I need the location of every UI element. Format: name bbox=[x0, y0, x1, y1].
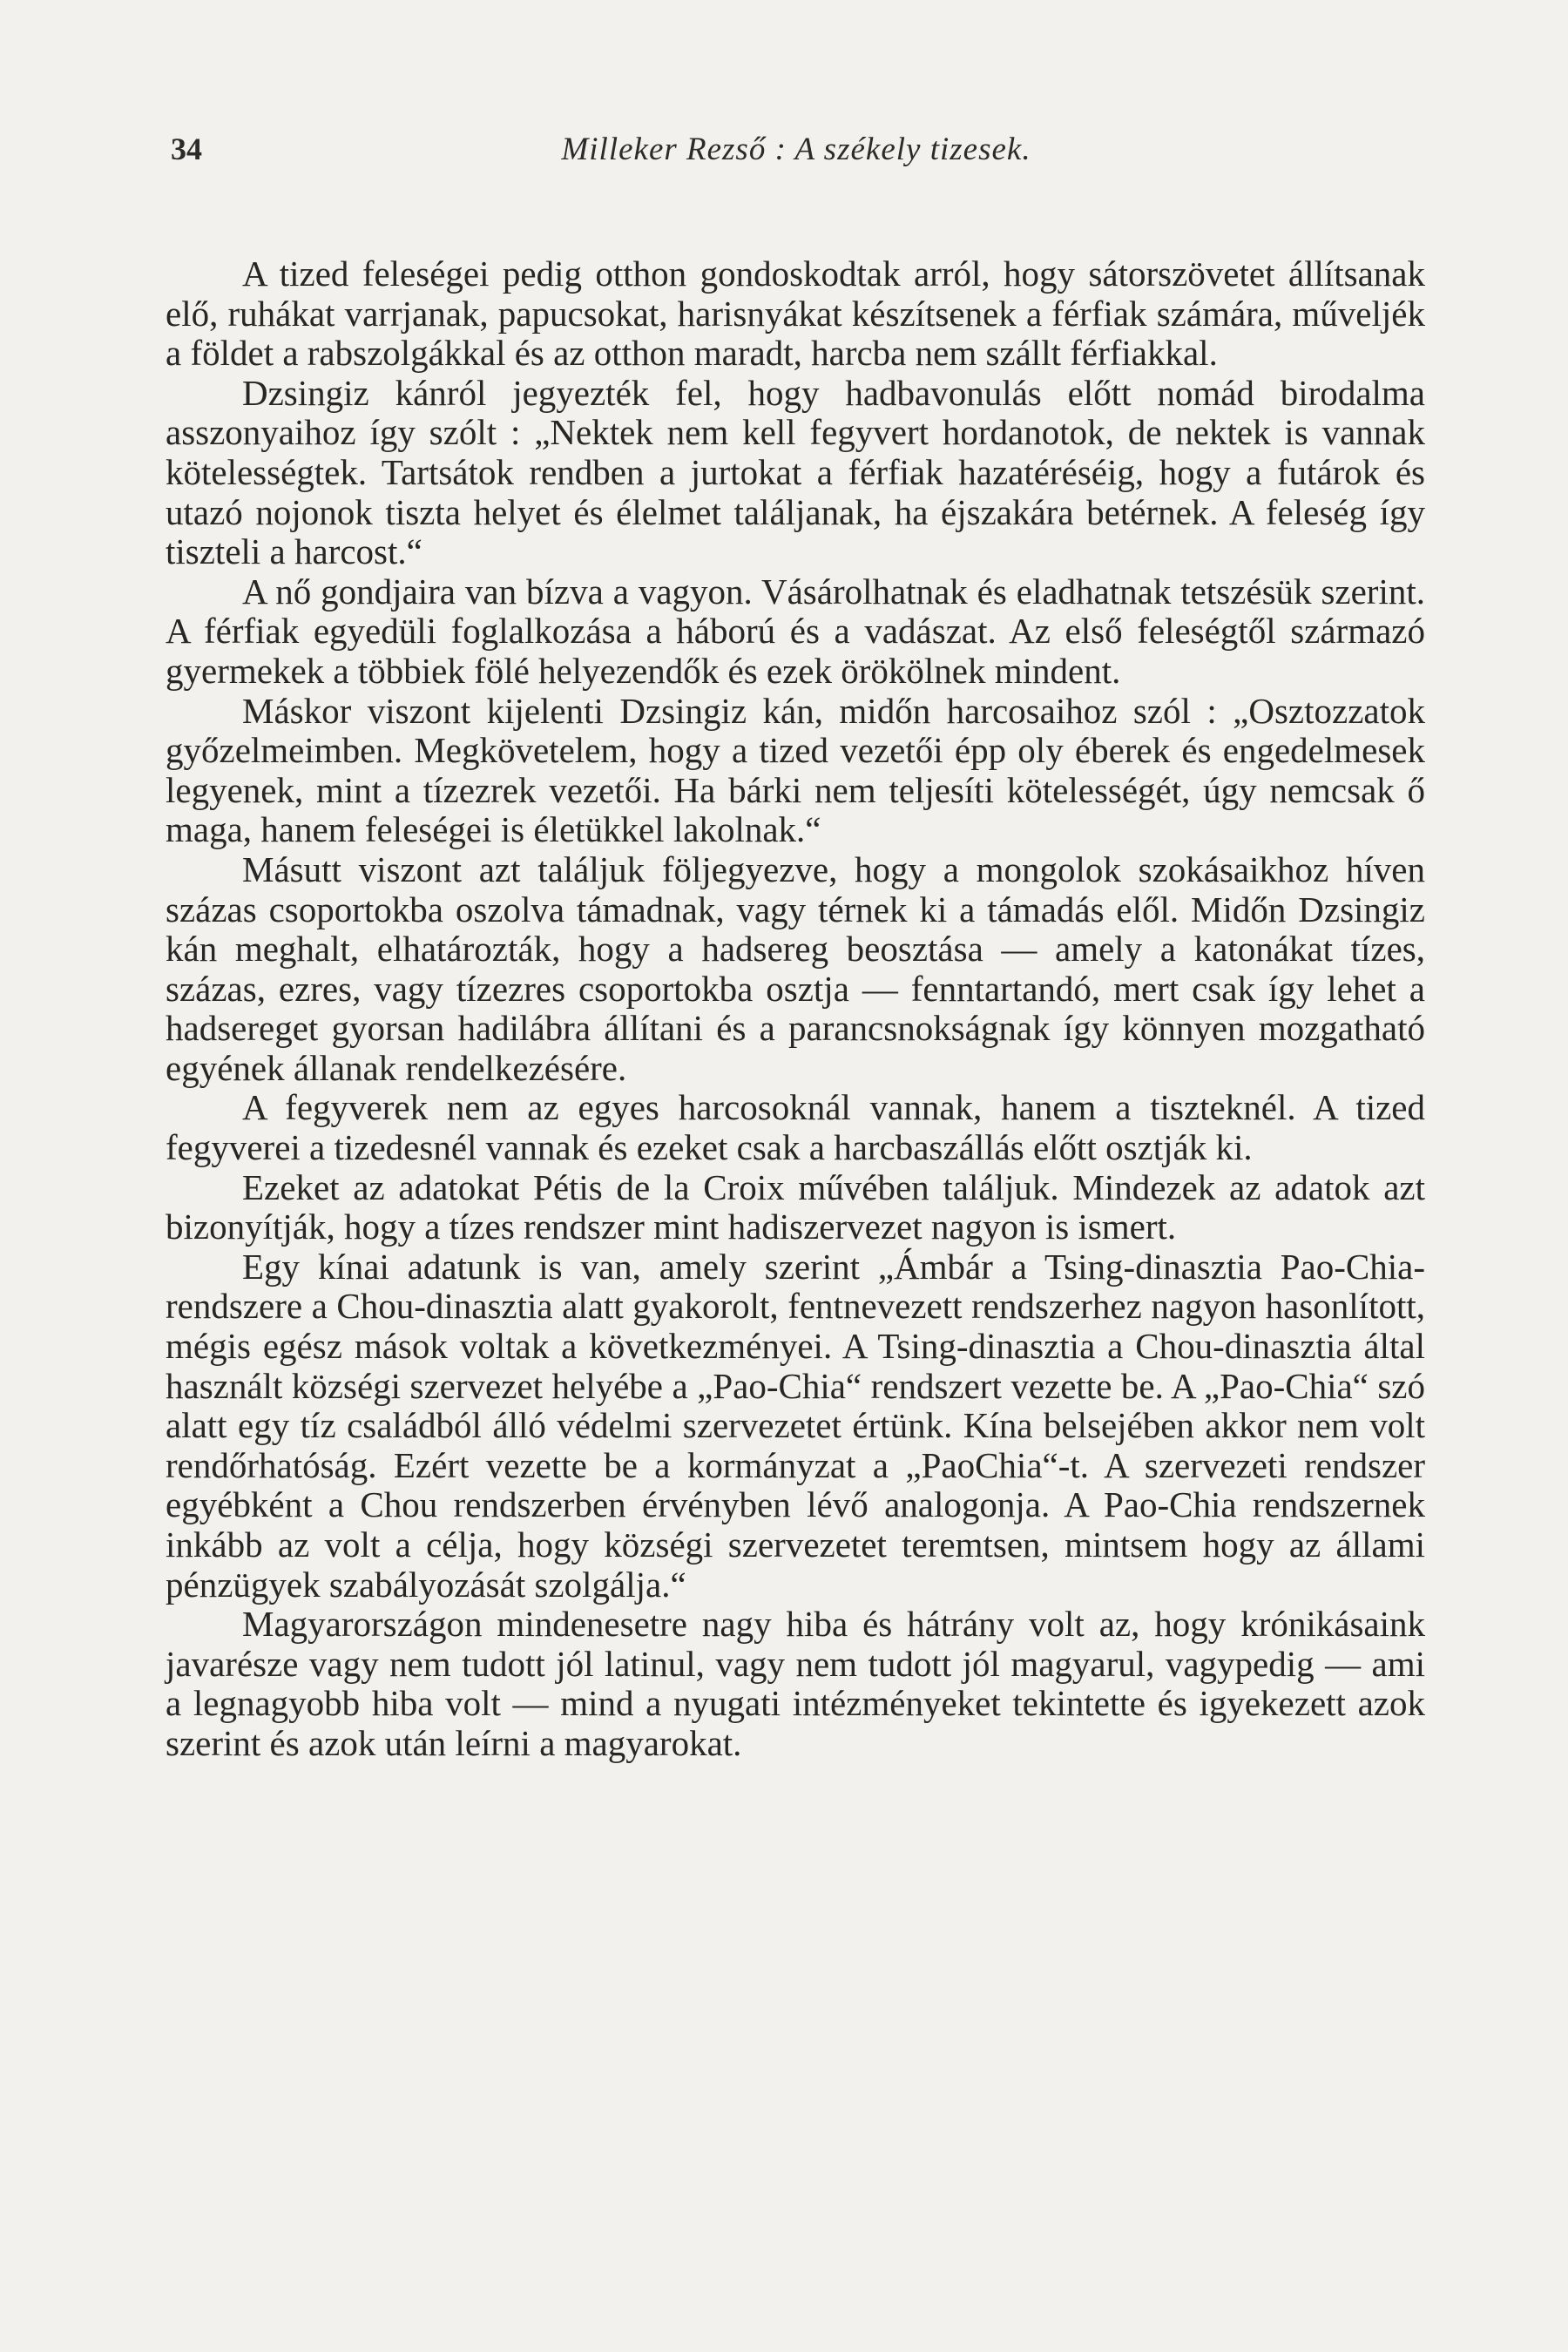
paragraph: Egy kínai adatunk is van, amely szerint „Ámbár a Tsing-dinasztia Pao-Chia-rendszere a Chou-dinasztia alatt gyakorolt, fentnevezett rendszerhez nagyon hasonlított, mégis egész mások voltak a következményei. A Tsing-dinasztia a Chou-dinasztia által használt községi szervezet helyébe a „Pao-Chia“ rendszert vezette be. A „Pao-Chia“ szó alatt egy tíz családból álló védelmi szervezetet értünk. Kína belsejében akkor nem volt rendőrhatóság. Ezért vezette be a kormányzat a „PaoChia“-t. A szervezeti rendszer egyébként a Chou rendszerben érvényben lévő analogonja. A Pao-Chia rendszernek inkább az volt a célja, hogy községi szervezetet teremtsen, mintsem hogy az állami pénzügyek szabályozását szolgálja.“ bbox=[166, 1246, 1425, 1605]
paragraph: A fegyverek nem az egyes harcosoknál vannak, hanem a tiszteknél. A tized fegyverei a tizedesnél vannak és ezeket csak a harcbaszállás előtt osztják ki. bbox=[166, 1087, 1425, 1168]
page-header bbox=[171, 131, 1422, 174]
body-text bbox=[166, 254, 1425, 1764]
paragraph: A tized feleségei pedig otthon gondoskodtak arról, hogy sátorszövetet állítsanak elő, ruhákat varrjanak, papucsokat, harisnyákat készítsenek a férfiak számára, műveljék a földet a rabszolgákkal és az otthon maradt, harcba nem szállt férfiakkal. bbox=[166, 253, 1425, 374]
paragraph: Magyarországon mindenesetre nagy hiba és hátrány volt az, hogy krónikásaink javarésze vagy nem tudott jól latinul, vagy nem tudott jól magyarul, vagypedig — ami a legnagyobb hiba volt — mind a nyugati intézményeket tekintette és igyekezett azok szerint és azok után leírni a magyarokat. bbox=[166, 1604, 1425, 1763]
page-number: 34 bbox=[171, 132, 202, 166]
paragraph: Másutt viszont azt találjuk följegyezve, hogy a mongolok szokásaikhoz híven százas csoportokba oszolva támadnak, vagy térnek ki a támadás elől. Midőn Dzsingiz kán meghalt, elhatározták, hogy a hadsereg beosztása — amely a katonákat tízes, százas, ezres, vagy tízezres csoportokba osztja — fenntartandó, mert csak így lehet a hadsereget gyorsan hadilábra állítani és a parancsnokságnak így könnyen mozgatható egyének állanak rendelkezésére. bbox=[166, 848, 1425, 1088]
paragraph: Ezeket az adatokat Pétis de la Croix művében találjuk. Mindezek az adatok azt bizonyítják, hogy a tízes rendszer mint hadiszervezet nagyon is ismert. bbox=[166, 1166, 1425, 1247]
paragraph: Máskor viszont kijelenti Dzsingiz kán, midőn harcosaihoz szól : „Osztozzatok győzelmeimben. Megkövetelem, hogy a tized vezetői épp oly éberek és engedelmesek legyenek, mint a tízezrek vezetői. Ha bárki nem teljesíti kötelességét, úgy nemcsak ő maga, hanem feleségei is életükkel lakolnak.“ bbox=[166, 690, 1425, 850]
running-title: Milleker Rezső : A székely tizesek. bbox=[561, 132, 1031, 167]
paragraph: A nő gondjaira van bízva a vagyon. Vásárolhatnak és eladhatnak tetszésük szerint. A férfiak egyedüli foglalkozása a háború és a vadászat. Az első feleségtől származó gyermekek a többiek fölé helyezendők és ezek örökölnek mindent. bbox=[166, 571, 1425, 691]
paragraph: Dzsingiz kánról jegyezték fel, hogy hadbavonulás előtt nomád birodalma asszonyaihoz így szólt : „Nektek nem kell fegyvert hordanotok, de nektek is vannak kötelességtek. Tartsátok rendben a jurtokat a férfiak hazatéréséig, hogy a futárok és utazó nojonok tiszta helyet és élelmet találjanak, ha éjszakára betérnek. A feleség így tiszteli a harcost.“ bbox=[166, 372, 1425, 572]
